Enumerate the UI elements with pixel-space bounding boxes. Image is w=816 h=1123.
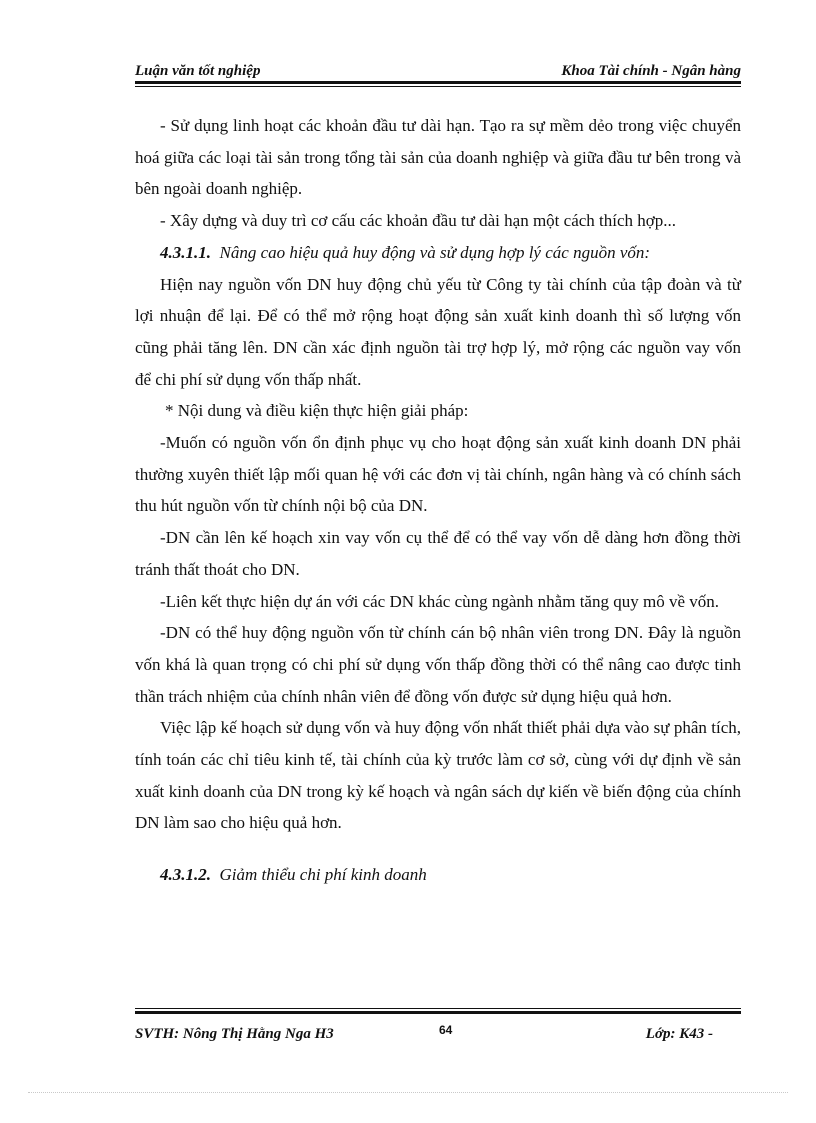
paragraph: -DN có thể huy động nguồn vốn từ chính cán bộ nhân viên trong DN. Đây là nguồn vốn khá là quan trọng có chi phí sử dụng vốn thấp đồng thời có thể nâng cao được tinh thần trách nhiệm của chính nhân viên để đồng vốn được sử dụng hiệu quả hơn. (135, 623, 741, 706)
header-thesis-label: Luận văn tốt nghiệp (135, 63, 261, 79)
paragraph: -Muốn có nguồn vốn ổn định phục vụ cho hoạt động sản xuất kinh doanh DN phải thường xuyên thiết lập mối quan hệ với các đơn vị tài chính, ngân hàng và có chính sách thu hút nguồn vốn từ chính nội bộ của DN. (135, 433, 741, 516)
footer-class: Lớp: K43 - (645, 1026, 713, 1042)
header-rule-thin (135, 86, 741, 87)
footer-rule-thin (135, 1008, 741, 1009)
page-number: 64 (439, 1023, 453, 1037)
section-title: Nâng cao hiệu quả huy động và sử dụng hợp lý các nguồn vốn: (219, 242, 651, 262)
paragraph: Hiện nay nguồn vốn DN huy động chủ yếu từ Công ty tài chính của tập đoàn và từ lợi nhuận để lại. Để có thể mở rộng hoạt động sản xuất kinh doanh thì số lượng vốn cũng phải tăng lên. DN cần xác định nguồn tài trợ hợp lý, mở rộng các nguồn vay vốn để chi phí sử dụng vốn thấp nhất. (135, 274, 741, 389)
header-rule-thick (135, 81, 741, 84)
page-footer (135, 1008, 741, 1060)
page-edge-divider (28, 1092, 788, 1093)
paragraph: - Sử dụng linh hoạt các khoản đầu tư dài hạn. Tạo ra sự mềm dẻo trong việc chuyển hoá giữa các loại tài sản trong tổng tài sản của doanh nghiệp và giữa đầu tư bên trong và bên ngoài doanh nghiệp. (135, 116, 741, 199)
header-faculty-label: Khoa Tài chính - Ngân hàng (561, 63, 741, 79)
paragraph: * Nội dung và điều kiện thực hiện giải pháp: (165, 401, 469, 421)
footer-author: SVTH: Nông Thị Hằng Nga H3 (135, 1026, 334, 1042)
section-number: 4.3.1.1. (160, 242, 211, 262)
section-number: 4.3.1.2. (160, 865, 211, 885)
document-body (135, 110, 741, 891)
section-title: Giảm thiểu chi phí kinh doanh (219, 865, 427, 885)
paragraph: -DN cần lên kế hoạch xin vay vốn cụ thể để có thể vay vốn dễ dàng hơn đồng thời tránh thất thoát cho DN. (135, 528, 741, 579)
section-heading-4-3-1-1 (135, 237, 741, 269)
paragraph: - Xây dựng và duy trì cơ cấu các khoản đầu tư dài hạn một cách thích hợp... (160, 211, 677, 231)
section-heading-4-3-1-2 (135, 859, 741, 891)
page-header (135, 62, 741, 87)
paragraph: -Liên kết thực hiện dự án với các DN khác cùng ngành nhằm tăng quy mô về vốn. (160, 591, 719, 611)
paragraph: Việc lập kế hoạch sử dụng vốn và huy động vốn nhất thiết phải dựa vào sự phân tích, tính toán các chỉ tiêu kinh tế, tài chính của kỳ trước làm cơ sở, cùng với dự định về sản xuất kinh doanh của DN trong kỳ kế hoạch và ngân sách dự kiến về biến động của chính DN làm sao cho hiệu quả hơn. (135, 718, 741, 833)
spacer (135, 839, 741, 859)
